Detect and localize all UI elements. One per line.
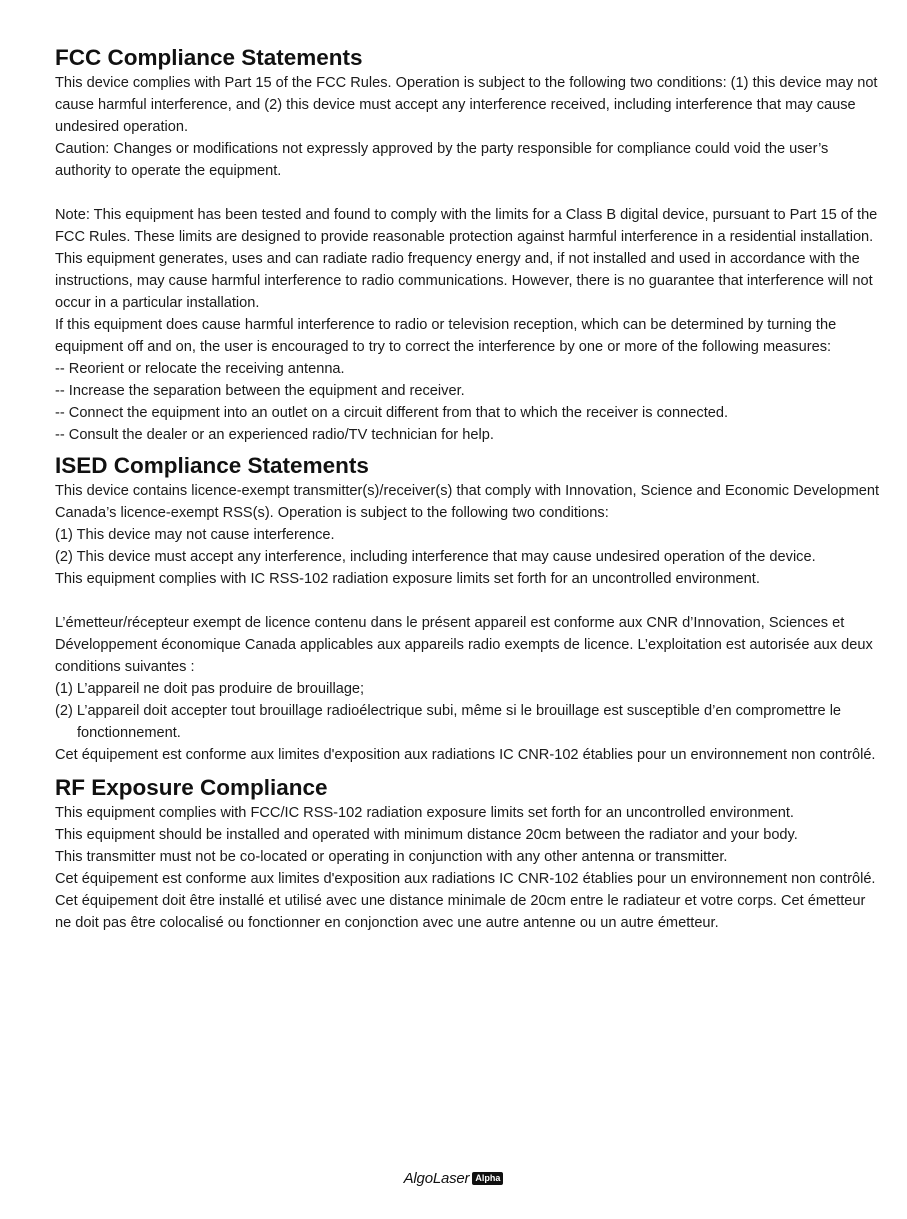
ised-paragraph-exposure: This equipment complies with IC RSS-102 radiation exposure limits set forth for an uncontrolled environment. bbox=[55, 571, 760, 587]
spacer bbox=[55, 590, 885, 612]
fcc-paragraph-caution: Caution: Changes or modifications not expressly approved by the party responsible for compliance could void the user’s authority to operate the equipment. bbox=[55, 141, 829, 179]
rf-line: This equipment complies with FCC/IC RSS-102 radiation exposure limits set forth for an uncontrolled environment. bbox=[55, 805, 794, 821]
ised-condition-item-fr: (2) L’appareil doit accepter tout brouillage radioélectrique subi, même si le brouillage est susceptible d’en compromettre le fonctionnement. bbox=[55, 703, 842, 741]
fcc-section bbox=[55, 44, 885, 446]
ised-paragraph-intro: This device contains licence-exempt transmitter(s)/receiver(s) that comply with Innovation, Science and Economic Development Canada’s licence-exempt RSS(s). Operation is subject to the following two conditions: bbox=[55, 483, 880, 521]
ised-paragraph-intro-fr: L’émetteur/récepteur exempt de licence contenu dans le présent appareil est conforme aux CNR d’Innovation, Sciences et Développement économique Canada applicables aux appareils radio exempts de licence. L’exploitation est autorisée aux deux conditions suivantes : bbox=[55, 615, 873, 675]
rf-paragraph-fr: Cet équipement est conforme aux limites d'exposition aux radiations IC CNR-102 établies pour un environnement non contrôlé. Cet équipement doit être installé et utilisé avec une distance minimale de 20cm entre le radiateur et votre corps. Cet émetteur ne doit pas être colocalisé ou fonctionner en conjonction avec une autre antenne ou un autre émetteur. bbox=[55, 871, 876, 931]
rf-line: This equipment should be installed and operated with minimum distance 20cm between the radiator and your body. bbox=[55, 827, 798, 843]
fcc-measure-item: -- Connect the equipment into an outlet on a circuit different from that to which the receiver is connected. bbox=[55, 405, 729, 421]
brand-name: AlgoLaser bbox=[403, 1170, 470, 1187]
fcc-heading: FCC Compliance Statements bbox=[55, 45, 363, 70]
brand-logo bbox=[404, 1170, 504, 1187]
ised-condition-item: (2) This device must accept any interference, including interference that may cause undesired operation of the device. bbox=[55, 549, 816, 565]
fcc-measure-item: -- Increase the separation between the equipment and receiver. bbox=[55, 383, 465, 399]
ised-paragraph-exposure-fr: Cet équipement est conforme aux limites d'exposition aux radiations IC CNR-102 établies pour un environnement non contrôlé. bbox=[55, 747, 876, 763]
fcc-paragraph-interference: If this equipment does cause harmful interference to radio or television reception, which can be determined by turning the equipment off and on, the user is encouraged to try to correct the interference by one or more of the following measures: bbox=[55, 317, 837, 355]
ised-condition-item: (1) This device may not cause interference. bbox=[55, 527, 335, 543]
fcc-measure-item: -- Consult the dealer or an experienced radio/TV technician for help. bbox=[55, 427, 494, 443]
document-page bbox=[55, 44, 885, 934]
ised-section bbox=[55, 452, 885, 766]
fcc-measure-item: -- Reorient or relocate the receiving antenna. bbox=[55, 361, 345, 377]
ised-condition-item-fr: (1) L’appareil ne doit pas produire de brouillage; bbox=[55, 681, 365, 697]
footer bbox=[0, 1170, 907, 1187]
rf-section bbox=[55, 774, 885, 934]
rf-line: This transmitter must not be co-located or operating in conjunction with any other antenna or transmitter. bbox=[55, 849, 728, 865]
ised-heading: ISED Compliance Statements bbox=[55, 453, 369, 478]
fcc-paragraph-conditions: This device complies with Part 15 of the FCC Rules. Operation is subject to the following two conditions: (1) this device may not cause harmful interference, and (2) this device must accept any interference received, including interference that may cause undesired operation. bbox=[55, 75, 878, 135]
brand-badge: Alpha bbox=[472, 1172, 503, 1185]
rf-heading: RF Exposure Compliance bbox=[55, 775, 328, 800]
spacer bbox=[55, 182, 885, 204]
fcc-paragraph-note: Note: This equipment has been tested and found to comply with the limits for a Class B digital device, pursuant to Part 15 of the FCC Rules. These limits are designed to provide reasonable protection against harmful interference in a residential installation. This equipment generates, uses and can radiate radio frequency energy and, if not installed and used in accordance with the instructions, may cause harmful interference to radio communications. However, there is no guarantee that interference will not occur in a particular installation. bbox=[55, 207, 878, 311]
